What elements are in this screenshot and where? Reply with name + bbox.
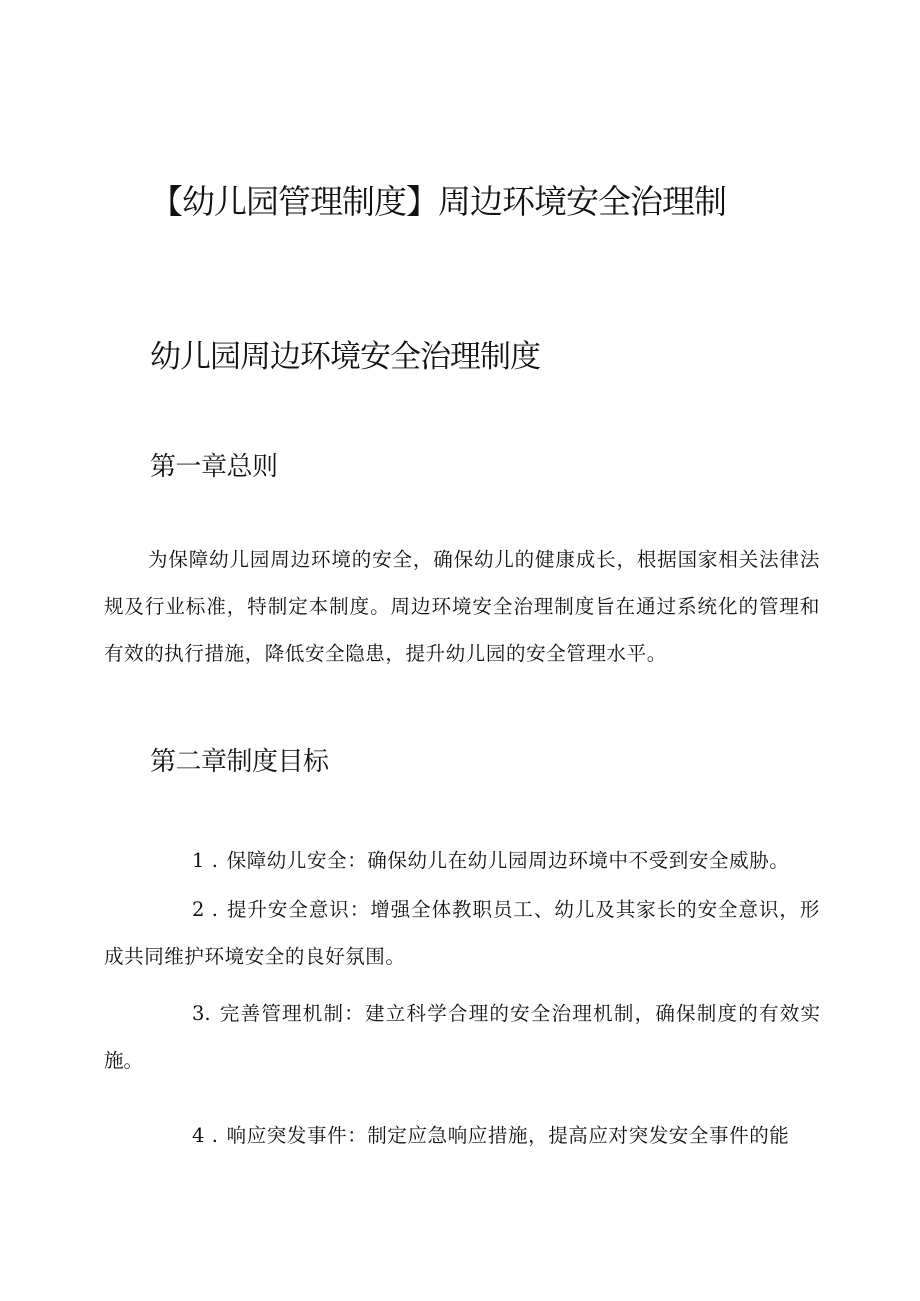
goal-item-text: 提升安全意识：增强全体教职员工、幼儿及其家长的安全意识，形成共同维护环境安全的良好氛围。 (104, 898, 820, 968)
goal-item-1 (104, 837, 820, 884)
goal-item-text: 保障幼儿安全：确保幼儿在幼儿园周边环境中不受到安全威胁。 (226, 849, 790, 872)
goal-item-3 (104, 990, 820, 1084)
chapter-2-heading: 第二章制度目标 (150, 747, 329, 777)
goal-item-number: 3. (192, 1002, 211, 1025)
goal-item-4 (104, 1112, 820, 1159)
goal-item-number: 2 . (192, 898, 219, 921)
goal-item-text: 响应突发事件：制定应急响应措施，提高应对突发安全事件的能 (226, 1124, 790, 1147)
policy-title: 幼儿园周边环境安全治理制度 (150, 339, 540, 375)
chapter-1-paragraph: 为保障幼儿园周边环境的安全，确保幼儿的健康成长，根据国家相关法律法规及行业标准，特制定本制度。周边环境安全治理制度旨在通过系统化的管理和有效的执行措施，降低安全隐患，提升幼儿园的安全管理水平。 (104, 548, 820, 665)
document-title: 【幼儿园管理制度】周边环境安全治理制 (150, 182, 726, 221)
goal-item-number: 1 . (192, 849, 219, 872)
goal-item-text: 完善管理机制：建立科学合理的安全治理机制，确保制度的有效实施。 (104, 1002, 820, 1072)
goal-item-2 (104, 886, 820, 980)
chapter-1-heading: 第一章总则 (150, 452, 278, 482)
goal-item-number: 4 . (192, 1124, 219, 1147)
